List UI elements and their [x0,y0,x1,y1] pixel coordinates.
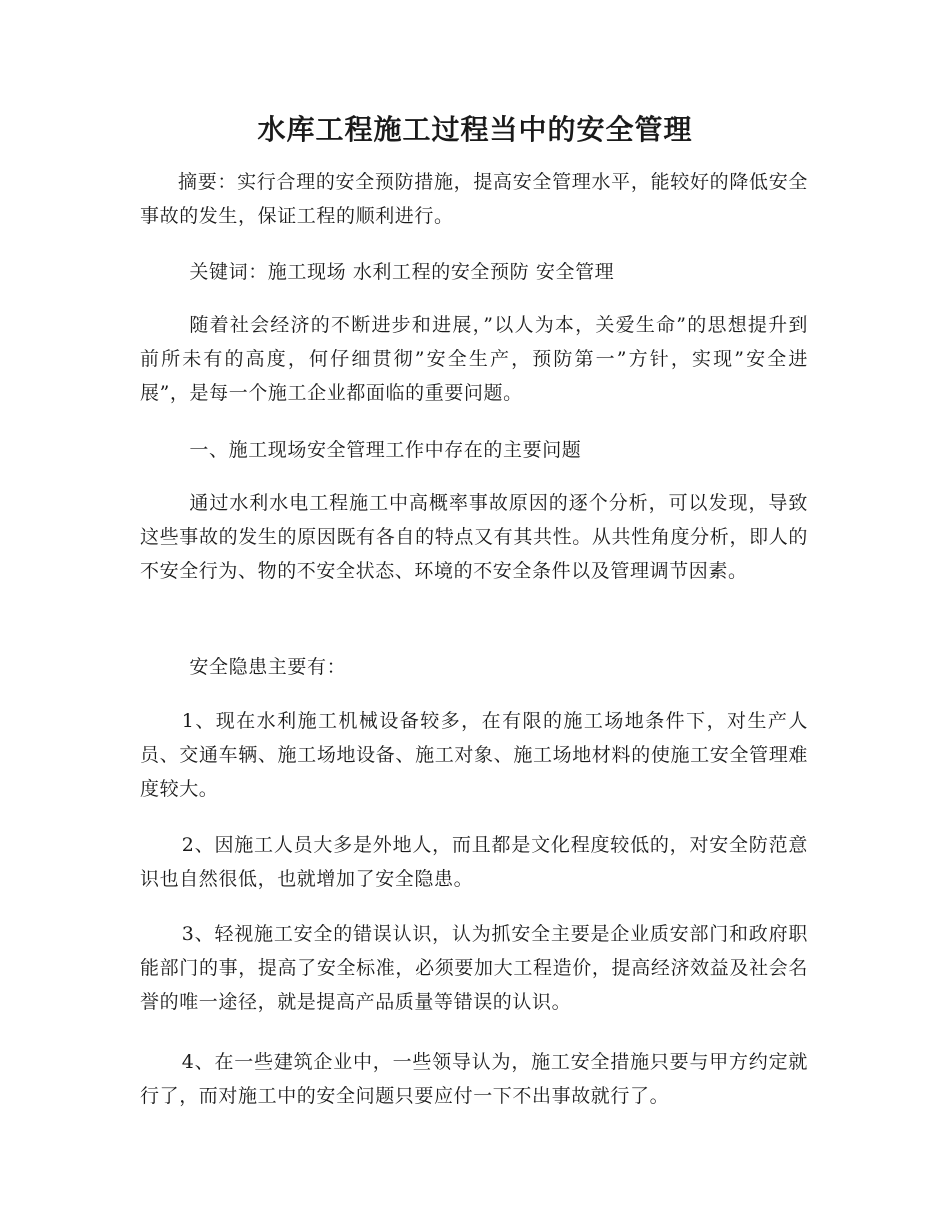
abstract-paragraph: 摘要：实行合理的安全预防措施，提高安全管理水平，能较好的降低安全事故的发生，保证工程的顺利进行。 [140,171,808,227]
list-item: 2、因施工人员大多是外地人，而且都是文化程度较低的，对安全防范意识也自然很低，也就增加了安全隐患。 [140,834,808,890]
section-heading: 一、施工现场安全管理工作中存在的主要问题 [189,439,582,461]
keywords-paragraph: 关键词：施工现场 水利工程的安全预防 安全管理 [189,261,615,283]
list-item: 1、现在水利施工机械设备较多，在有限的施工场地条件下，对生产人员、交通车辆、施工场地设备、施工对象、施工场地材料的使施工安全管理难度较大。 [140,710,808,800]
list-item: 4、在一些建筑企业中，一些领导认为，施工安全措施只要与甲方约定就行了，而对施工中的安全问题只要应付一下不出事故就行了。 [140,1051,808,1107]
intro-paragraph: 随着社会经济的不断进步和进展，”以人为本，关爱生命”的思想提升到前所未有的高度，何仔细贯彻”安全生产，预防第一”方针，实现”安全进展”，是每一个施工企业都面临的重要问题。 [140,314,808,404]
section-body-paragraph: 通过水利水电工程施工中高概率事故原因的逐个分析，可以发现，导致这些事故的发生的原因既有各自的特点又有其共性。从共性角度分析，即人的不安全行为、物的不安全状态、环境的不安全条件以及管理调节因素。 [140,492,808,582]
list-item: 3、轻视施工安全的错误认识，认为抓安全主要是企业质安部门和政府职能部门的事，提高了安全标准，必须要加大工程造价，提高经济效益及社会名誉的唯一途径，就是提高产品质量等错误的认识。 [140,923,808,1013]
hazards-intro: 安全隐患主要有： [189,656,347,678]
document-title: 水库工程施工过程当中的安全管理 [257,113,693,146]
